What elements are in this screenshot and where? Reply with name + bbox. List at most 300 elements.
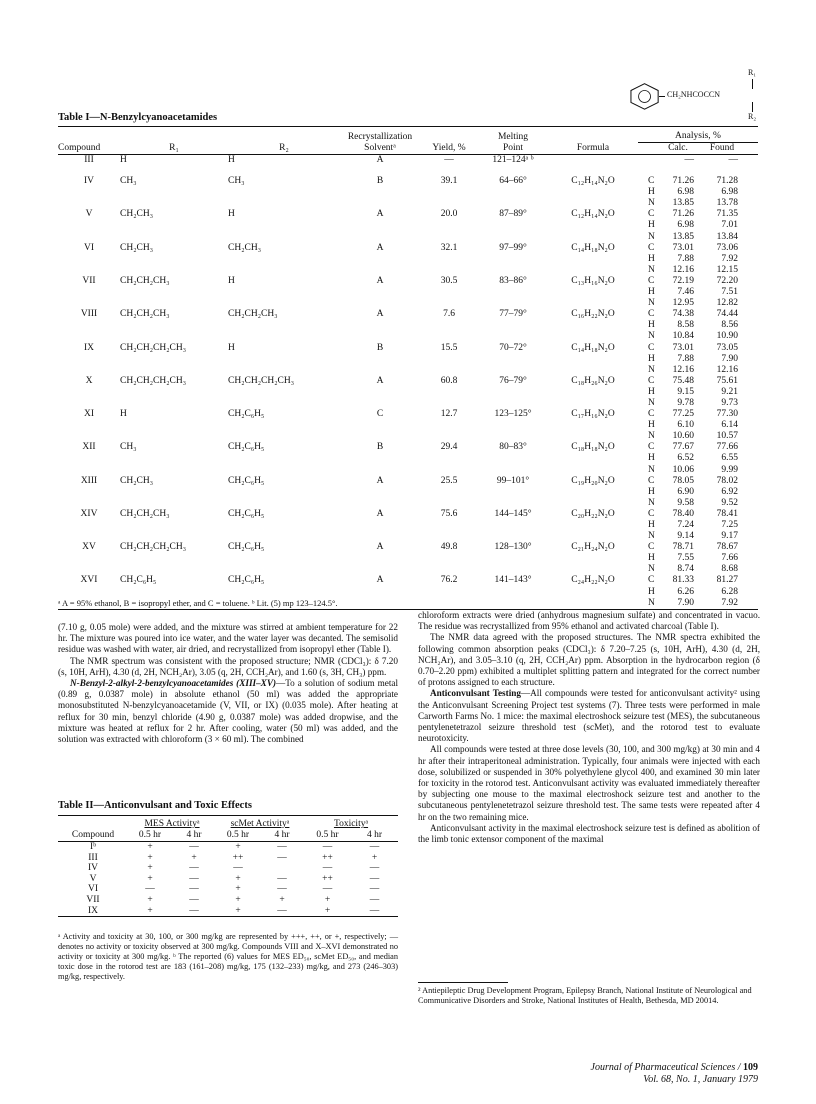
- yield-cell: 49.8: [440, 542, 458, 553]
- activity-cell: —: [322, 884, 333, 895]
- analysis-element: H: [648, 287, 655, 298]
- analysis-calc: 6.98: [677, 187, 694, 198]
- yield-cell: 25.5: [440, 475, 458, 486]
- formula-cell: [548, 155, 638, 177]
- analysis-line: [648, 376, 758, 387]
- left-paragraph-1: (7.10 g, 0.05 mole) were added, and the mixture was stirred at ambient temperature for 22 hr. The mixture was poured into ice water, and the water layer was decanted. The semisolid residue was washed with water, air dried, and recrystallized from isopropyl ether (Table I).: [58, 622, 398, 655]
- analysis-calc: 7.88: [677, 253, 694, 264]
- activity-cell: +: [147, 873, 153, 884]
- analysis-element: C: [648, 342, 655, 353]
- analysis-element: C: [648, 475, 655, 486]
- analysis-element: H: [648, 320, 655, 331]
- table1-header-formula: Formula: [548, 143, 638, 155]
- r2-cell: CH₂CH₂CH₃: [228, 309, 278, 320]
- formula-cell: C₁₈H₁₈N₂O: [571, 442, 615, 453]
- analysis-element: N: [648, 298, 655, 309]
- table-row: [58, 895, 398, 906]
- melting-point-cell: 77–79°: [499, 309, 527, 320]
- table-row: [58, 376, 758, 409]
- table1-header-r2: R₂: [228, 143, 340, 155]
- analysis-found: 7.25: [721, 520, 738, 530]
- bond-line: [752, 102, 753, 112]
- activity-cell: ++: [322, 852, 333, 863]
- r2-cell: CH₂C₆H₅: [228, 442, 265, 453]
- table-row: [58, 906, 398, 917]
- activity-cell: +: [235, 873, 241, 884]
- analysis-line: [648, 331, 758, 342]
- r1-cell: CH₃: [120, 442, 137, 453]
- activity-cell: —: [277, 842, 287, 852]
- analysis-element: N: [648, 364, 655, 375]
- activity-cell: —: [233, 863, 243, 874]
- r2-cell: CH₂C₆H₅: [228, 575, 340, 609]
- solvent-cell: A: [376, 542, 384, 553]
- footnote-2: ² Antiepileptic Drug Development Program, Epilepsy Branch, National Institute of Neurological and Communicative Disorders and Stroke, National Institutes of Health, Bethesda, MD 20014.: [418, 986, 752, 1005]
- analysis-element: C: [648, 375, 655, 386]
- table-row: [58, 243, 758, 276]
- analysis-found: 9.73: [721, 397, 738, 408]
- table-row: [58, 409, 758, 442]
- compound-cell: XV: [82, 542, 96, 553]
- analysis-cell: [638, 276, 758, 309]
- analysis-calc: 75.48: [672, 375, 694, 386]
- right-paragraph-5: Anticonvulsant activity in the maximal electroshock seizure test is defined as abolition of the limb tonic extensor component of the maximal: [418, 822, 760, 845]
- analysis-line: [648, 176, 758, 187]
- melting-point-cell: 123–125°: [494, 409, 532, 420]
- table1-header-found: Found: [709, 143, 735, 153]
- analysis-element: C: [648, 542, 655, 553]
- table-row: [58, 276, 758, 309]
- analysis-calc: 7.88: [677, 353, 694, 364]
- melting-point-cell: 97–99°: [499, 242, 527, 253]
- activity-cell: +: [128, 906, 172, 917]
- analysis-found: 75.61: [716, 375, 738, 386]
- activity-cell: +: [235, 842, 241, 852]
- analysis-line: [648, 420, 758, 431]
- analysis-calc: 6.90: [677, 486, 694, 497]
- analysis-cell: [638, 343, 758, 376]
- journal-name: Journal of Pharmaceutical Sciences /: [590, 1062, 741, 1073]
- analysis-line: [648, 520, 758, 531]
- analysis-calc: 77.25: [672, 409, 694, 420]
- formula-cell: C₁₄H₁₈N₂O: [571, 242, 615, 253]
- analysis-line: [648, 598, 758, 609]
- analysis-line: [648, 542, 758, 553]
- table-row: [58, 309, 758, 342]
- table2-header-time: 0.5 hr: [216, 830, 260, 842]
- analysis-line: [648, 476, 758, 487]
- formula-cell: C₂₁H₂₄N₂O: [571, 542, 615, 553]
- analysis-found: 71.28: [716, 176, 738, 187]
- melting-point-cell: 128–130°: [494, 542, 532, 553]
- analysis-calc: 72.19: [672, 275, 694, 286]
- formula-cell: C₁₂H₁₄N₂O: [571, 176, 615, 187]
- analysis-line: [648, 354, 758, 365]
- analysis-element: N: [648, 431, 655, 442]
- analysis-calc: 13.85: [672, 231, 694, 242]
- analysis-line: [648, 298, 758, 309]
- table-row: [58, 209, 758, 242]
- r2-cell: CH₂CH₃: [228, 242, 262, 253]
- analysis-calc: 7.46: [677, 287, 694, 298]
- activity-cell: +: [279, 894, 285, 905]
- r1-cell: CH₂CH₂CH₂CH₃: [120, 542, 187, 553]
- table1-header-analysis: Analysis, %: [638, 127, 758, 143]
- table-row: [58, 176, 758, 209]
- analysis-line: [648, 320, 758, 331]
- analysis-found: 9.52: [721, 497, 738, 508]
- analysis-cell: [638, 376, 758, 409]
- analysis-element: N: [648, 231, 655, 242]
- solvent-cell: A: [376, 375, 384, 386]
- analysis-element: C: [648, 575, 655, 586]
- analysis-cell: [638, 442, 758, 475]
- analysis-found: 9.17: [721, 531, 738, 542]
- r1-cell: H: [120, 155, 127, 165]
- analysis-element: N: [648, 264, 655, 275]
- solvent-cell: A: [376, 275, 384, 286]
- analysis-calc: 78.40: [672, 508, 694, 519]
- journal-volume: Vol. 68, No. 1, January 1979: [643, 1074, 758, 1085]
- table1-title: Table I—N-Benzylcyanoacetamides: [58, 112, 218, 123]
- solvent-cell: B: [376, 342, 384, 353]
- activity-cell: —: [260, 906, 304, 917]
- r1-cell: H: [120, 409, 127, 420]
- analysis-line: [648, 387, 758, 398]
- activity-cell: —: [172, 906, 216, 917]
- activity-cell: —: [369, 894, 380, 905]
- analysis-line: [648, 442, 758, 453]
- table-row: [58, 874, 398, 885]
- analysis-found: 71.35: [716, 209, 738, 220]
- melting-point-cell: 83–86°: [499, 275, 527, 286]
- analysis-line: [648, 265, 758, 276]
- formula-cell: C₁₇H₁₆N₂O: [571, 409, 615, 420]
- compound-cell: Iᵇ: [89, 842, 97, 852]
- table2-header-compound: Compound: [58, 830, 128, 842]
- solvent-cell: A: [376, 508, 384, 519]
- yield-cell: 20.0: [440, 209, 458, 220]
- activity-cell: —: [189, 894, 199, 905]
- table2-footnote: ᵃ Activity and toxicity at 30, 100, or 300 mg/kg are represented by +++, ++, or +, respectively; — denotes no activity or toxicity observed at 300 mg/kg. Compounds VIII and X–XVI demonstrated no activity or toxicity at 300 mg/kg. ᵇ The reported (6) values for MES ED₅₀, scMet ED₅₀, and median toxic dose in the rotorod test are 183 (161–208) mg/kg, 175 (132–233) mg/kg, and 273 (246–303) mg/kg, respectively.: [58, 932, 398, 981]
- activity-cell: —: [322, 842, 333, 852]
- analysis-element: C: [648, 442, 655, 453]
- r1-cell: CH₂CH₂CH₃: [120, 309, 170, 320]
- table-row: [58, 842, 398, 853]
- activity-cell: —: [369, 863, 380, 874]
- section-heading: N-Benzyl-2-alkyl-2-benzylcyanoacetamides (XIII–XV): [70, 678, 277, 689]
- solvent-cell: B: [376, 176, 384, 187]
- analysis-element: C: [648, 209, 655, 220]
- analysis-found: 13.78: [716, 198, 738, 209]
- analysis-line: [648, 243, 758, 254]
- compound-cell: III: [84, 155, 94, 165]
- yield-cell: 39.1: [440, 176, 458, 187]
- table1-header-r1: R₁: [120, 143, 228, 155]
- activity-cell: —: [189, 884, 199, 895]
- analysis-found: 74.44: [716, 309, 738, 320]
- analysis-element: H: [648, 253, 655, 264]
- analysis-found: 10.57: [716, 431, 738, 442]
- analysis-line: [648, 220, 758, 231]
- melting-point-cell: 76–79°: [499, 375, 527, 386]
- analysis-line: [648, 187, 758, 198]
- analysis-found: 10.90: [716, 331, 738, 342]
- analysis-cell: [638, 476, 758, 509]
- r2-cell: H: [228, 275, 235, 286]
- activity-cell: —: [369, 884, 380, 895]
- solvent-cell: A: [376, 475, 384, 486]
- analysis-found: 77.66: [716, 442, 738, 453]
- yield-cell: 30.5: [440, 275, 458, 286]
- analysis-element: H: [648, 420, 655, 431]
- table1-header-compound: Compound: [58, 143, 120, 155]
- analysis-calc: 12.16: [672, 364, 694, 375]
- analysis-line: [648, 587, 758, 598]
- left-paragraph-3-body: —To a solution of sodium metal (0.89 g, 0.0387 mole) in absolute ethanol (50 ml) was added the appropriate monosubstituted N-benzylcyanoacetamide (V, VII, or IX) (0.035 mole). After heating at reflux for 30 min, benzyl chloride (4.90 g, 0.0387 mole) was added dropwise, and the mixture was heated at reflux for 2 hr. After cooling, water (50 ml) was added, and the solution was extracted with chloroform (3 × 60 ml). The combined: [58, 678, 398, 745]
- analysis-calc: 81.33: [672, 575, 694, 586]
- analysis-calc: 9.78: [677, 397, 694, 408]
- analysis-found: 7.01: [721, 220, 738, 231]
- r1-cell: CH₂CH₂CH₃: [120, 275, 170, 286]
- compound-cell: IX: [83, 342, 95, 353]
- analysis-cell: [638, 176, 758, 209]
- melting-point-cell: 70–72°: [499, 342, 527, 353]
- analysis-line: [648, 198, 758, 209]
- analysis-line: [648, 398, 758, 409]
- page-number: 109: [743, 1062, 758, 1073]
- analysis-line: [648, 531, 758, 542]
- r1-cell: CH₃: [120, 176, 137, 187]
- table-row: [58, 343, 758, 376]
- activity-cell: —: [351, 906, 398, 917]
- analysis-line: [648, 287, 758, 298]
- analysis-calc: 78.05: [672, 475, 694, 486]
- analysis-element: C: [648, 309, 655, 320]
- compound-cell: IV: [83, 176, 95, 187]
- formula-cell: C₁₃H₁₆N₂O: [571, 275, 615, 286]
- analysis-cell: [638, 209, 758, 242]
- formula-cell: C₁₆H₂₂N₂O: [571, 309, 615, 320]
- analysis-element: N: [648, 198, 655, 209]
- compound-cell: XVI: [58, 575, 120, 609]
- solvent-cell: A: [376, 209, 384, 220]
- table1-header-yield: Yield, %: [420, 143, 478, 155]
- r2-cell: CH₂CH₂CH₂CH₃: [228, 375, 295, 386]
- analysis-calc: 73.01: [672, 242, 694, 253]
- analysis-found: 12.16: [716, 364, 738, 375]
- analysis-calc: 74.38: [672, 309, 694, 320]
- r2-cell: CH₂C₆H₅: [228, 542, 265, 553]
- r2-cell: H: [228, 342, 235, 353]
- table1-header-mp-2: Point: [478, 143, 548, 155]
- table2-title: Table II—Anticonvulsant and Toxic Effects: [58, 800, 252, 811]
- compound-cell: III: [88, 852, 98, 863]
- analysis-element: H: [648, 586, 655, 597]
- table2-header-toxicity: Toxicityᵃ: [304, 816, 398, 831]
- formula-cell: C₂₀H₂₂N₂O: [571, 508, 615, 519]
- r1-cell: CH₂CH₂CH₂CH₃: [120, 375, 187, 386]
- analysis-calc: 78.71: [672, 542, 694, 553]
- yield-cell: 29.4: [440, 442, 458, 453]
- melting-point-cell: 141–143°: [478, 575, 548, 609]
- analysis-calc: 77.67: [672, 442, 694, 453]
- activity-cell: —: [322, 863, 333, 874]
- analysis-calc: 7.24: [677, 520, 694, 530]
- activity-cell: —: [369, 873, 380, 884]
- analysis-found: 6.55: [721, 453, 738, 464]
- analysis-element: C: [648, 275, 655, 286]
- analysis-found: 72.20: [716, 275, 738, 286]
- analysis-element: H: [648, 486, 655, 497]
- analysis-line: [648, 232, 758, 243]
- analysis-cell: [638, 243, 758, 276]
- compound-cell: V: [89, 873, 97, 884]
- table2-body: [58, 842, 398, 917]
- right-paragraph-1: chloroform extracts were dried (anhydrous magnesium sulfate) and concentrated in vacuo. The residue was recrystallized from 95% ethanol and activated charcoal (Table I).: [418, 610, 760, 632]
- solvent-cell: C: [376, 409, 384, 420]
- compound-cell: VI: [83, 242, 95, 253]
- analysis-calc: 8.58: [677, 320, 694, 331]
- analysis-element: C: [648, 242, 655, 253]
- section-heading: Anticonvulsant Testing: [430, 688, 521, 699]
- analysis-element: H: [648, 386, 655, 397]
- table-row: [58, 884, 398, 895]
- analysis-line: [648, 309, 758, 320]
- analysis-calc: 6.52: [677, 453, 694, 464]
- analysis-found: 78.02: [716, 475, 738, 486]
- table1-body: [58, 155, 758, 610]
- analysis-calc: 9.14: [677, 531, 694, 542]
- analysis-line: [648, 564, 758, 575]
- analysis-found: 6.28: [721, 586, 738, 597]
- compound-cell: XI: [83, 409, 95, 420]
- analysis-cell: [638, 509, 758, 542]
- table1-header-solvent-2: Solventᵃ: [340, 143, 420, 155]
- r1-cell: CH₂CH₃: [120, 475, 154, 486]
- activity-cell: +: [216, 906, 260, 917]
- table-row: [58, 863, 398, 874]
- analysis-line: [648, 409, 758, 420]
- analysis-calc: 6.10: [677, 420, 694, 431]
- table2-header-time: 4 hr: [351, 830, 398, 842]
- analysis-calc: 10.84: [672, 331, 694, 342]
- analysis-element: H: [648, 187, 655, 198]
- r2-cell: H: [228, 155, 235, 165]
- table2-header-time: 0.5 hr: [304, 830, 351, 842]
- solvent-cell: A: [340, 575, 420, 609]
- activity-cell: +: [147, 894, 153, 905]
- analysis-element: H: [648, 220, 655, 231]
- melting-point-cell: 121–124ᵃ ᵇ: [492, 155, 534, 165]
- activity-cell: +: [235, 894, 241, 905]
- analysis-found: 12.15: [716, 264, 738, 275]
- yield-cell: 7.6: [443, 309, 455, 320]
- activity-cell: —: [189, 842, 199, 852]
- analysis-line: [648, 209, 758, 220]
- bond-line: [659, 96, 665, 97]
- analysis-cell: [638, 542, 758, 575]
- left-column: [58, 622, 398, 745]
- analysis-element: N: [648, 331, 655, 342]
- analysis-line: [648, 276, 758, 287]
- analysis-line: [648, 465, 758, 476]
- analysis-element: H: [648, 453, 655, 464]
- analysis-found: 9.99: [721, 464, 738, 475]
- activity-cell: —: [369, 842, 380, 852]
- analysis-cell: [638, 409, 758, 442]
- analysis-calc: 9.15: [677, 386, 694, 397]
- formula-cell: C₁₄H₁₈N₂O: [571, 342, 615, 353]
- analysis-element: H: [648, 353, 655, 364]
- formula-cell: C₁₂H₁₄N₂O: [571, 209, 615, 220]
- r2-cell: CH₂C₆H₅: [228, 409, 265, 420]
- compound-cell: XII: [82, 442, 96, 453]
- analysis-calc: 73.01: [672, 342, 694, 353]
- compound-cell: VII: [82, 275, 96, 286]
- analysis-element: N: [648, 531, 655, 542]
- analysis-found: 13.84: [716, 231, 738, 242]
- melting-point-cell: 99–101°: [496, 475, 530, 486]
- benzylcyanoacetamide-structure: [625, 62, 775, 122]
- activity-cell: —: [277, 884, 287, 895]
- table2-header-time: 4 hr: [260, 830, 304, 842]
- footnote-divider: [418, 982, 508, 983]
- analysis-found: 7.90: [721, 353, 738, 364]
- yield-cell: 15.5: [440, 342, 458, 353]
- formula-cell: C₁₉H₂₀N₂O: [571, 475, 615, 486]
- activity-cell: —: [277, 873, 287, 884]
- analysis-element: N: [648, 497, 655, 508]
- yield-cell: 60.8: [440, 375, 458, 386]
- table2-header-time: 4 hr: [172, 830, 216, 842]
- table1-footnote: ᵃ A = 95% ethanol, B = isopropyl ether, and C = toluene. ᵇ Lit. (5) mp 123–124.5°.: [58, 598, 338, 608]
- analysis-element: N: [648, 397, 655, 408]
- compound-cell: X: [85, 375, 93, 386]
- table-row: [58, 476, 758, 509]
- analysis-line: [648, 453, 758, 464]
- analysis-line: [648, 498, 758, 509]
- table1-header-solvent: Recrystallization: [340, 127, 420, 143]
- analysis-calc: 13.85: [672, 198, 694, 209]
- table2-header-time: 0.5 hr: [128, 830, 172, 842]
- analysis-calc: 7.90: [677, 597, 694, 608]
- table-row: [58, 853, 398, 864]
- table-row: [58, 509, 758, 542]
- right-paragraph-3-body: —All compounds were tested for anticonvulsant activity² using the Anticonvulsant Screening Project test systems (7). Three tests were performed in male Carworth Farms No. 1 mice: the maximal electroshock seizure test (MES), the subcutaneous pentylenetetrazol seizure threshold test (scMet), and the rotorod test to evaluate neurotoxicity.: [418, 688, 760, 744]
- table-row: [58, 542, 758, 575]
- activity-cell: +: [371, 852, 378, 863]
- yield-cell: 75.6: [440, 508, 458, 519]
- compound-cell: IX: [58, 906, 128, 917]
- analysis-calc: 9.58: [677, 497, 694, 508]
- melting-point-cell: 80–83°: [499, 442, 527, 453]
- activity-cell: —: [189, 863, 199, 874]
- analysis-calc: 10.60: [672, 431, 694, 442]
- analysis-line: [648, 431, 758, 442]
- analysis-line: [648, 254, 758, 265]
- activity-cell: +: [147, 842, 153, 852]
- analysis-element: C: [648, 176, 655, 187]
- analysis-found: 81.27: [716, 575, 738, 586]
- solvent-cell: A: [376, 155, 384, 165]
- benzene-ring-icon: [625, 82, 665, 112]
- analysis-found: 7.66: [721, 553, 738, 564]
- right-column: [418, 610, 760, 845]
- left-paragraph-3: [58, 678, 398, 745]
- analysis-found: 12.82: [716, 298, 738, 309]
- analysis-calc: 7.55: [677, 553, 694, 564]
